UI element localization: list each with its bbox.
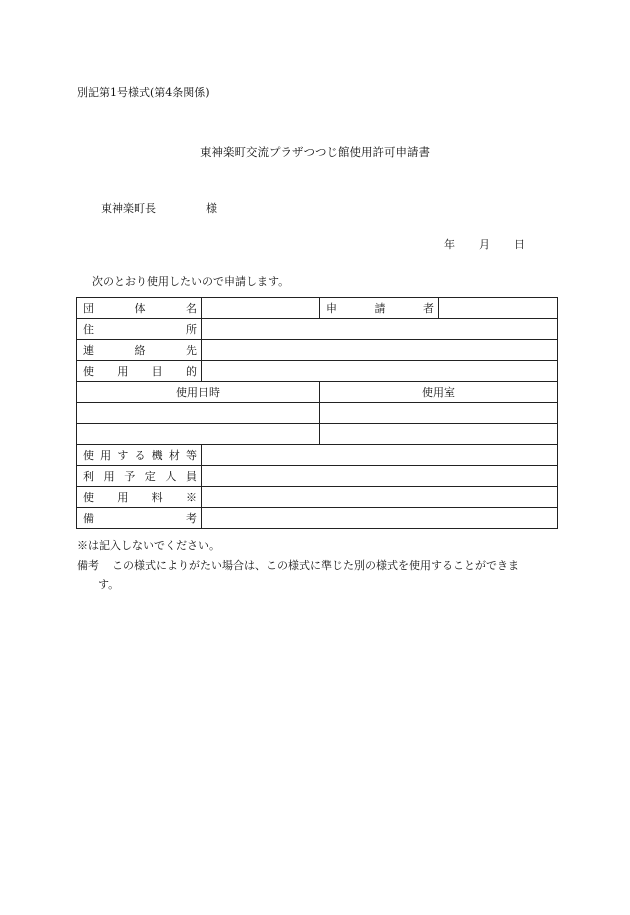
fee-label: 使用料※ <box>77 487 202 508</box>
application-form-table <box>76 297 558 529</box>
form-reference: 別記第1号様式(第4条関係) <box>77 86 210 99</box>
table-row <box>77 487 558 508</box>
organization-field[interactable] <box>202 298 320 319</box>
table-row <box>77 319 558 340</box>
fee-field[interactable] <box>202 487 558 508</box>
table-row <box>77 424 558 445</box>
note-remarks-label: 備考 <box>77 559 99 572</box>
room-field-2[interactable] <box>320 424 558 445</box>
room-field-1[interactable] <box>320 403 558 424</box>
note-remarks <box>77 557 519 573</box>
expected-people-label: 利用予定人員 <box>77 466 202 487</box>
remarks-label: 備考 <box>77 508 202 529</box>
contact-label: 連絡先 <box>77 340 202 361</box>
address-field[interactable] <box>202 319 558 340</box>
expected-people-field[interactable] <box>202 466 558 487</box>
note-do-not-fill: ※は記入しないでください。 <box>77 539 220 552</box>
table-row <box>77 340 558 361</box>
table-row <box>77 445 558 466</box>
datetime-header: 使用日時 <box>77 382 320 403</box>
document-title: 東神楽町交流プラザつつじ館使用許可申請書 <box>200 145 430 159</box>
remarks-field[interactable] <box>202 508 558 529</box>
applicant-label: 申請者 <box>320 298 439 319</box>
contact-field[interactable] <box>202 340 558 361</box>
table-row <box>77 403 558 424</box>
addressee-name: 東神楽町長 <box>101 202 156 215</box>
date-month-label: 月 <box>479 238 490 251</box>
address-label: 住所 <box>77 319 202 340</box>
table-row <box>77 466 558 487</box>
date-year-label: 年 <box>444 238 455 251</box>
room-header: 使用室 <box>320 382 558 403</box>
date-day-label: 日 <box>514 238 525 251</box>
table-row <box>77 298 558 319</box>
equipment-label: 使用する機材等 <box>77 445 202 466</box>
addressee <box>101 200 217 216</box>
note-remarks-continuation: す。 <box>98 578 120 591</box>
purpose-label: 使用目的 <box>77 361 202 382</box>
table-row <box>77 361 558 382</box>
applicant-field[interactable] <box>439 298 558 319</box>
table-row <box>77 382 558 403</box>
intro-text: 次のとおり使用したいので申請します。 <box>92 275 290 288</box>
table-row <box>77 508 558 529</box>
datetime-field-1[interactable] <box>77 403 320 424</box>
note-remarks-text: この様式によりがたい場合は、この様式に準じた別の様式を使用することができま <box>112 559 519 572</box>
date-line <box>444 236 525 252</box>
datetime-field-2[interactable] <box>77 424 320 445</box>
addressee-honorific: 様 <box>206 202 217 215</box>
purpose-field[interactable] <box>202 361 558 382</box>
organization-label: 団体名 <box>77 298 202 319</box>
equipment-field[interactable] <box>202 445 558 466</box>
